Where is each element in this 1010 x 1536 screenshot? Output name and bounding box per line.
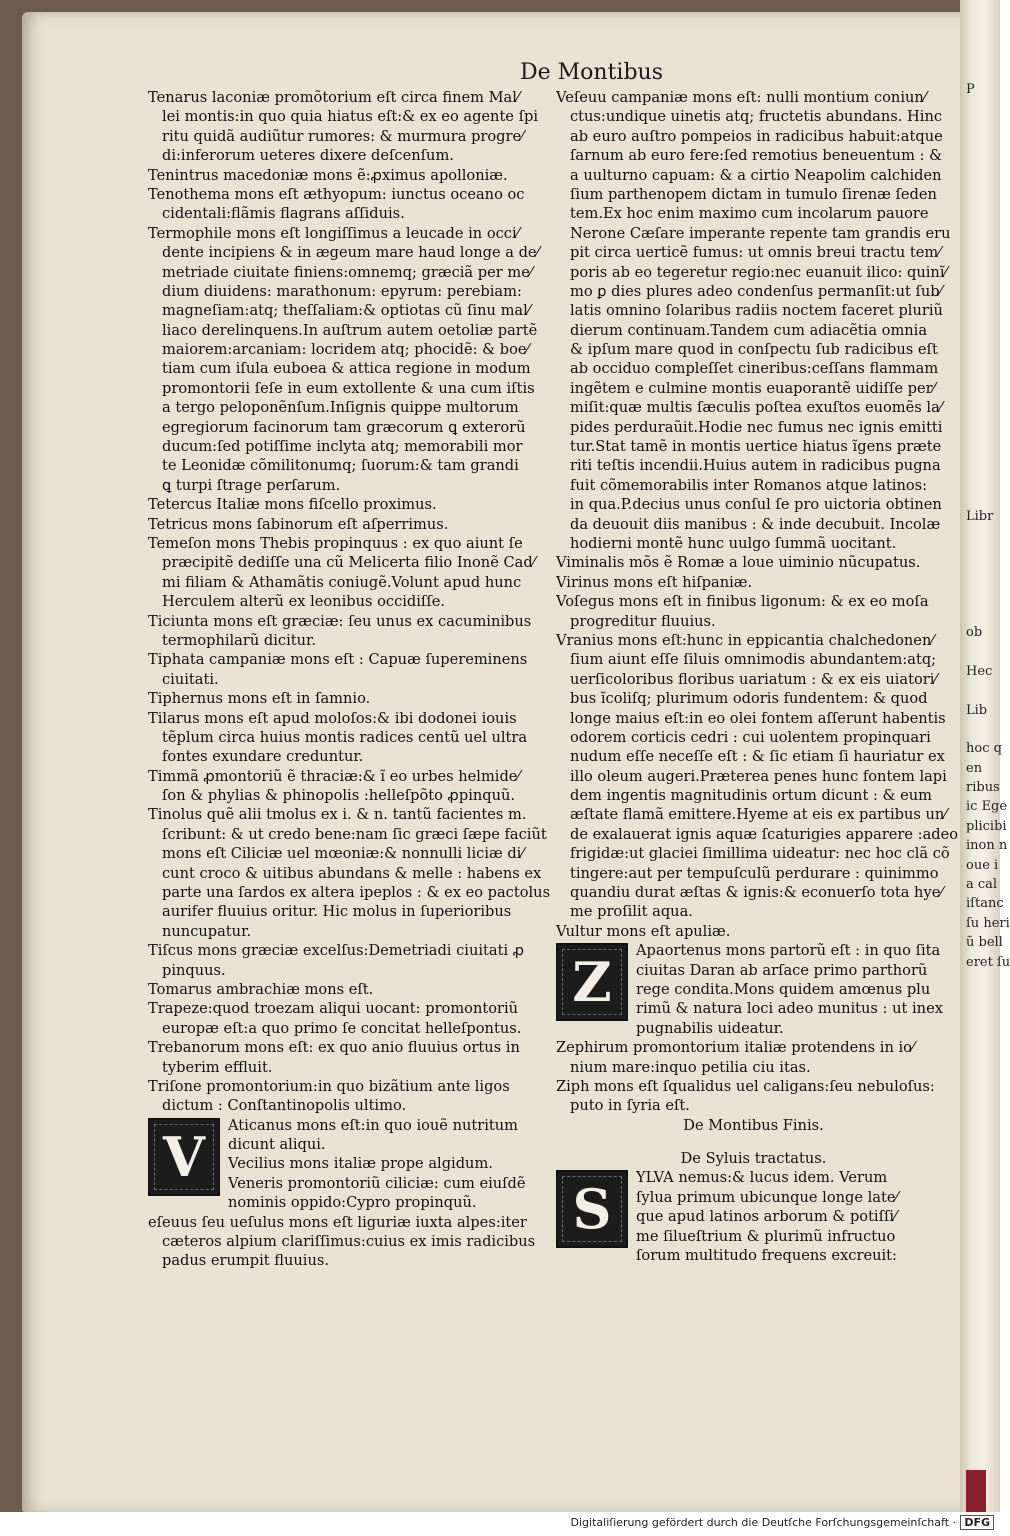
- text-line: Ticiunta mons eſt græciæ: ſeu unus ex cacuminibus: [148, 612, 532, 630]
- text-entry: [148, 1213, 538, 1271]
- text-line: ciuitas Daran ab arſace primo parthorũ: [636, 961, 928, 979]
- edge-text-line: [966, 158, 1000, 177]
- text-line: Nerone Cæſare imperante repente tam grandis eru: [570, 224, 951, 242]
- edge-text-line: ũ bell: [966, 935, 1003, 951]
- edge-text-line: [966, 274, 1000, 293]
- text-line: pit circa uerticẽ fumus: ut omnis breui tractu tem⁄: [570, 244, 941, 262]
- text-line: dem ingentis magnitudinis ortum dicunt : & eum: [570, 787, 933, 805]
- text-entry: [556, 592, 951, 631]
- text-line: ꝗ turpi ſtrage perſarum.: [162, 476, 341, 494]
- text-line: metriade ciuitate finiens:omnemq; græciã per me⁄: [162, 263, 533, 281]
- text-line: que apud latinos arborum & potiſſi⁄: [636, 1208, 897, 1226]
- text-line: Trebanorum mons eſt: ex quo anio fluuius ortus in: [148, 1039, 520, 1057]
- text-line: Tetricus mons ſabinorum eſt aſperrimus.: [148, 515, 449, 533]
- text-line: Tenothema mons eſt æthyopum: iunctus oceano oc: [148, 185, 525, 203]
- edge-text-line: [966, 390, 1000, 409]
- text-line: ab occiduo compleſſet cineribus:ceſſans flammam: [570, 360, 939, 378]
- text-entry: [556, 573, 951, 592]
- text-line: fontes exundare creduntur.: [162, 748, 364, 766]
- edge-text-line: [966, 235, 1000, 254]
- text-entry: [148, 980, 538, 999]
- text-line: Trapeze:quod troezam aliqui uocant: promontoriũ: [148, 1000, 519, 1018]
- text-line: Temeſon mons Thebis propinquus : ex quo aiunt ſe: [148, 534, 523, 552]
- text-entry: [556, 553, 951, 572]
- text-line: uerſicoloribus floribus uariatum : & ex eis uiatori⁄: [570, 670, 937, 688]
- edge-text-line: [966, 293, 1000, 312]
- text-line: dierum continuam.Tandem cum adiacẽtia omnia: [570, 321, 928, 339]
- text-line: De Syluis tractatus.: [680, 1150, 827, 1168]
- initial-entry: [556, 941, 951, 1038]
- spacer: [556, 1135, 951, 1149]
- text-line: lei montis:in quo quia hiatus eſt:& ex eo agente ſpi: [162, 108, 538, 126]
- text-line: Triſone promontorium:in quo bizãtium ante ligos: [148, 1077, 510, 1095]
- text-line: Herculem alterũ ex leonibus occidiſſe.: [162, 593, 445, 611]
- edge-text-line: [966, 584, 1000, 603]
- text-line: dictum : Conſtantinopolis ultimo.: [162, 1097, 407, 1115]
- edge-text-line: [966, 468, 1000, 487]
- text-line: maiorem:arcaniam: locridem atq; phocidẽ: & boe⁄: [162, 341, 529, 359]
- text-entry: [148, 88, 538, 166]
- text-line: ab euro auſtro pompeios in radicibus habuit:atque: [570, 127, 943, 145]
- edge-text-line: Hec: [966, 663, 993, 679]
- edge-text-line: [966, 99, 1000, 118]
- text-line: termophilarũ dicitur.: [162, 631, 317, 649]
- right-text-column: [556, 88, 959, 1265]
- text-entry: [148, 185, 538, 224]
- text-line: a uulturno capuam: & a cirtio Neapolim calchiden: [570, 166, 942, 184]
- edge-text-line: ribus: [966, 780, 1000, 796]
- edge-text-line: Libr: [966, 508, 994, 524]
- text-line: dicunt aliqui.: [228, 1136, 326, 1154]
- text-line: di:inferorum ueteres dixere deſcenſum.: [162, 147, 454, 165]
- text-line: ciuitati.: [162, 670, 219, 688]
- text-line: ſcribunt: & ut credo bene:nam ſic græci ſæpe faciũt: [162, 825, 547, 843]
- text-line: frigidæ:ut glaciei ſimillima uideatur: nec hoc clã cõ: [570, 845, 950, 863]
- text-line: ducum:ſed potiſſime inclyta atq; memorabili mor: [162, 438, 523, 456]
- edge-text-line: [966, 313, 1000, 332]
- text-line: europæ eſt:a quo primo ſe concitat helleſpontus.: [162, 1019, 522, 1037]
- text-entry: [148, 767, 538, 806]
- text-entry: [148, 224, 538, 495]
- text-line: pinquus.: [162, 961, 226, 979]
- edge-text-line: eret ſu: [966, 954, 1010, 970]
- text-line: nominis oppido:Cypro propinquũ.: [228, 1194, 477, 1212]
- decorated-initial-letter: Z: [556, 943, 628, 1021]
- edge-text-line: oue i: [966, 857, 999, 873]
- edge-text-line: [966, 545, 1000, 564]
- text-entry: [556, 1038, 951, 1077]
- text-line: Tenarus laconiæ promõtorium eſt circa finem Mal⁄: [148, 89, 520, 106]
- text-line: Tiphata campaniæ mons eſt : Capuæ ſupereminens: [148, 651, 528, 669]
- text-line: & ipſum mare quod in conſpectu ſub radicibus eſt: [570, 341, 938, 359]
- text-line: cidentali:flãmis flagrans aſſiduis.: [162, 205, 405, 223]
- text-line: fuit cõmemorabilis inter Romanos atque latinos:: [570, 476, 928, 494]
- text-line: nuncupatur.: [162, 922, 252, 940]
- text-line: cunt croco & uitibus abundans & melle : habens ex: [162, 864, 542, 882]
- text-line: parte una ſardos ex altera ipeplos : & ex eo pactolus: [162, 884, 551, 902]
- text-line: Apaortenus mons partorũ eſt : in quo ſita: [636, 942, 941, 960]
- text-line: Voſegus mons eſt in finibus ligonum: & ex eo moſa: [556, 593, 929, 611]
- edge-text-line: [966, 255, 1000, 274]
- edge-text-line: [966, 720, 1000, 739]
- text-line: miſit:quæ multis ſæculis poſtea exuſtos euomẽs la⁄: [570, 399, 943, 417]
- text-line: præcipitẽ dediſſe una cũ Melicerta filio Inonẽ Cad⁄: [162, 554, 536, 572]
- decorated-initial-letter: S: [556, 1170, 628, 1248]
- edge-text-line: [966, 119, 1000, 138]
- text-line: rege condita.Mons quidem amœnus plu: [636, 980, 931, 998]
- edge-text-line: plicibi: [966, 818, 1007, 834]
- text-entry: [148, 1038, 538, 1077]
- text-line: cæteros alpium clariſſimus:cuius ex imis radicibus: [162, 1233, 536, 1251]
- edge-text-line: ob: [966, 624, 983, 640]
- text-line: Veneris promontoriũ ciliciæ: cum eiuſdẽ: [228, 1174, 526, 1192]
- text-line: quandiu durat æſtas & ignis:& econuerſo tota hye⁄: [570, 884, 943, 902]
- edge-text-line: [966, 565, 1000, 584]
- text-line: padus erumpit fluuius.: [162, 1252, 330, 1270]
- text-line: odorem corticis cedri : cui uolentem propinquari: [570, 728, 931, 746]
- edge-text-line: [966, 177, 1000, 196]
- text-line: Aticanus mons eſt:in quo iouẽ nutritum: [228, 1116, 518, 1134]
- text-line: Ziph mons eſt ſqualidus uel caligans:ſeu nebuloſus:: [556, 1077, 935, 1095]
- text-line: rimũ & natura loci adeo munitus : ut inex: [636, 1000, 943, 1018]
- edge-text-line: ic Ege: [966, 799, 1008, 815]
- text-line: Tilarus mons eſt apud moloſos:& ibi dodonei iouis: [148, 709, 517, 727]
- text-entry: [556, 631, 959, 922]
- text-line: tur.Stat tamẽ in montis uertice hiatus ĩgens præte: [570, 438, 942, 456]
- text-line: eſeuus ſeu ueſulus mons eſt liguriæ iuxta alpes:iter: [148, 1213, 527, 1231]
- text-line: mons eſt Ciliciæ uel mœoniæ:& nonnulli liciæ di⁄: [162, 845, 524, 863]
- section-heading: [556, 1116, 951, 1135]
- edge-text-line: [966, 642, 1000, 661]
- text-line: poris ab eo tegeretur regio:nec euanuit ilico: quinĩ⁄: [570, 263, 947, 281]
- edge-text-line: [966, 487, 1000, 506]
- text-line: ſorum multitudo frequens excreuit:: [636, 1247, 897, 1265]
- text-line: me proſilit aqua.: [570, 903, 693, 921]
- text-line: Tiphernus mons eſt in ſamnio.: [148, 690, 371, 708]
- text-line: ritu quidã audiũtur rumores: & murmura progre⁄: [162, 127, 524, 145]
- text-line: nium mare:inquo petilia ciu itas.: [570, 1058, 811, 1076]
- initial-entry: [148, 1116, 538, 1213]
- edge-text-line: [966, 332, 1000, 351]
- text-line: puto in ſyria eſt.: [570, 1097, 690, 1115]
- text-entry: [148, 534, 538, 612]
- edge-text-line: [966, 526, 1000, 545]
- text-line: ſon & phylias & phinopolis :helleſpõto ꝓpinquũ.: [162, 787, 516, 805]
- text-line: Timmã ꝓmontoriũ ẽ thraciæ:& ĩ eo urbes helmide⁄: [148, 767, 520, 785]
- text-line: ingẽtem e culmine montis euaporantẽ uidiſſe per⁄: [570, 379, 936, 397]
- section-heading: [556, 1149, 951, 1168]
- text-line: ſium parthenopem dictam in tumulo ſirenæ ſeden: [570, 185, 937, 203]
- text-line: Virinus mons eſt hiſpaniæ.: [556, 573, 753, 591]
- text-line: hodierni montẽ hunc uulgo ſummã uocitant.: [570, 534, 897, 552]
- text-line: Tetercus Italiæ mons fiſcello proximus.: [148, 496, 437, 514]
- edge-text-line: P: [966, 82, 975, 97]
- text-entry: [556, 88, 951, 553]
- edge-text-line: hoc q: [966, 741, 1002, 757]
- text-line: De Montibus Finis.: [683, 1116, 824, 1134]
- text-line: progreditur fluuius.: [570, 612, 716, 630]
- edge-text-line: ſu heri: [966, 915, 1010, 931]
- text-line: a tergo peloponẽnſum.Inſignis quippe multorum: [162, 399, 519, 417]
- text-line: egregiorum facinorum tam græcorum ꝗ exterorũ: [162, 418, 526, 436]
- text-line: Tenintrus macedoniæ mons ẽ:ꝓximus apolloniæ.: [148, 166, 508, 184]
- text-line: pides perduraũit.Hodie nec fumus nec ignis emitti: [570, 418, 943, 436]
- text-line: Vultur mons eſt apuliæ.: [556, 922, 731, 940]
- edge-text-line: Lib: [966, 702, 988, 718]
- text-entry: [148, 805, 551, 941]
- text-entry: [148, 650, 538, 689]
- text-line: Zephirum promontorium italiæ protendens in io⁄: [556, 1039, 915, 1057]
- text-line: pugnabilis uideatur.: [636, 1019, 784, 1037]
- text-line: YLVA nemus:& lucus idem. Verum: [636, 1169, 888, 1187]
- edge-text-line: inon n: [966, 838, 1008, 854]
- text-line: Vecilius mons italiæ prope algidum.: [228, 1155, 493, 1173]
- text-entry: [556, 1077, 951, 1116]
- edge-text-line: [966, 991, 1000, 1010]
- text-line: te Leonidæ cõmilitonumq; ſuorum:& tam grandi: [162, 457, 519, 475]
- text-line: magneſiam:atq; theſſaliam:& optiotas cũ ſinu mal⁄: [162, 302, 531, 320]
- edge-text-line: [966, 429, 1000, 448]
- edge-text-line: [966, 681, 1000, 700]
- text-line: da deuouit diis manibus : & inde decubuit. Incolæ: [570, 515, 941, 533]
- text-line: de exalauerat ignis aquæ ſcaturigies apparere :adeo: [570, 825, 959, 843]
- text-line: Vranius mons eſt:hunc in eppicantia chalchedonen⁄: [556, 631, 934, 649]
- text-line: tẽplum circa huius montis radices centũ uel ultra: [162, 728, 528, 746]
- text-entry: [148, 612, 538, 651]
- page-header: De Montibus: [520, 60, 664, 85]
- dfg-logo: DFG: [960, 1515, 994, 1530]
- bookmark-ribbon: [966, 1470, 986, 1512]
- text-entry: [148, 941, 538, 980]
- text-line: mo ꝑ dies plures adeo condenſus permanſit:ut ſub⁄: [570, 282, 943, 300]
- text-line: dente incipiens & in ægeum mare haud longe a de⁄: [162, 244, 540, 262]
- text-entry: [148, 709, 538, 767]
- text-line: promontorii ſeſe in eum extollente & una cum iſtis: [162, 379, 535, 397]
- text-line: latis omnino ſolaribus radiis noctem faceret pluriũ: [570, 302, 943, 320]
- text-line: ſarnum ab euro fere:ſed remotius beneuentum : &: [570, 147, 943, 165]
- text-line: Tiſcus mons græciæ excelſus:Demetriadi ciuitati ꝓ: [148, 942, 525, 960]
- text-line: Termophile mons eſt longiſſimus a leucade in occi⁄: [148, 224, 520, 242]
- left-text-column: [148, 88, 551, 1271]
- text-entry: [148, 166, 538, 185]
- text-line: dium diuidens: marathonum: epyrum: perebiam:: [162, 282, 522, 300]
- text-entry: [556, 922, 951, 941]
- text-line: tyberim effluit.: [162, 1058, 273, 1076]
- text-line: mi filiam & Athamãtis coniugẽ.Volunt apud hunc: [162, 573, 522, 591]
- edge-text-line: a cal: [966, 877, 998, 893]
- text-line: bus ĩcoliſq; plurimum odoris fundentem: & quod: [570, 690, 928, 708]
- text-line: ctus:undique uinetis atq; fructetis abundans. Hinc: [570, 108, 943, 126]
- text-line: aurifer fluuius oritur. Hic molus in ſuperioribus: [162, 903, 512, 921]
- text-entry: [148, 495, 538, 514]
- edge-text-line: iſtanc: [966, 896, 1004, 912]
- edge-text-line: [966, 351, 1000, 370]
- next-page-edge-text: [966, 80, 1010, 1430]
- edge-text-line: [966, 448, 1000, 467]
- text-line: tiam cum iſula euboea & attica regione in modum: [162, 360, 531, 378]
- text-entry: [148, 999, 538, 1038]
- text-line: tingere:aut per tempuſculũ perdurare : quinimmo: [570, 864, 939, 882]
- edge-text-line: [966, 216, 1000, 235]
- text-line: æſtate flamã emittere.Hyeme at eis ex partibus un⁄: [570, 806, 947, 824]
- edge-text-line: [966, 604, 1000, 623]
- text-line: riti teſtis incendii.Huius autem in radicibus pugna: [570, 457, 941, 475]
- text-line: longe maius eſt:in eo olei fontem aſſerunt habentis: [570, 709, 946, 727]
- edge-text-line: [966, 410, 1000, 429]
- decorated-initial-letter: V: [148, 1118, 220, 1196]
- text-line: illo oleum augeri.Præterea penes hunc fontem lapi: [570, 767, 947, 785]
- edge-text-line: [966, 972, 1000, 991]
- edge-text-line: en: [966, 760, 983, 776]
- edge-text-line: [966, 371, 1000, 390]
- edge-text-line: [966, 138, 1000, 157]
- text-line: Veſeuu campaniæ mons eſt: nulli montium coniun⁄: [556, 89, 927, 106]
- text-line: Viminalis mõs ẽ Romæ a loue uiminio nũcupatus.: [556, 554, 921, 572]
- text-line: in qua.P.decius unus conſul ſe pro uictoria obtinen: [570, 496, 942, 514]
- text-line: Tinolus quẽ alii tmolus ex i. & n. tantũ facientes m.: [148, 806, 527, 824]
- text-entry: [148, 515, 538, 534]
- text-line: Tomarus ambrachiæ mons eſt.: [148, 980, 374, 998]
- text-entry: [148, 689, 538, 708]
- text-line: liaco derelinquens.In auſtrum autem oetoliæ partẽ: [162, 321, 538, 339]
- text-entry: [148, 1077, 538, 1116]
- text-line: ſylua primum ubicunque longe late⁄: [636, 1188, 898, 1206]
- edge-text-line: [966, 196, 1000, 215]
- text-line: me ſilueſtrium & plurimũ infructuo: [636, 1227, 896, 1245]
- text-line: tem.Ex hoc enim maximo cum incolarum pauore: [570, 205, 929, 223]
- text-line: nudum eſſe neceſſe eſt : & ſic etiam ſi hauriatur ex: [570, 748, 945, 766]
- footer-credit: Digitaliſierung gefördert durch die Deutſche Forſchungsgemeinſchaft ·: [570, 1516, 956, 1529]
- text-line: ſium aiunt eſſe ſiluis omnimodis abundantem:atq;: [570, 651, 937, 669]
- initial-entry: [556, 1168, 951, 1265]
